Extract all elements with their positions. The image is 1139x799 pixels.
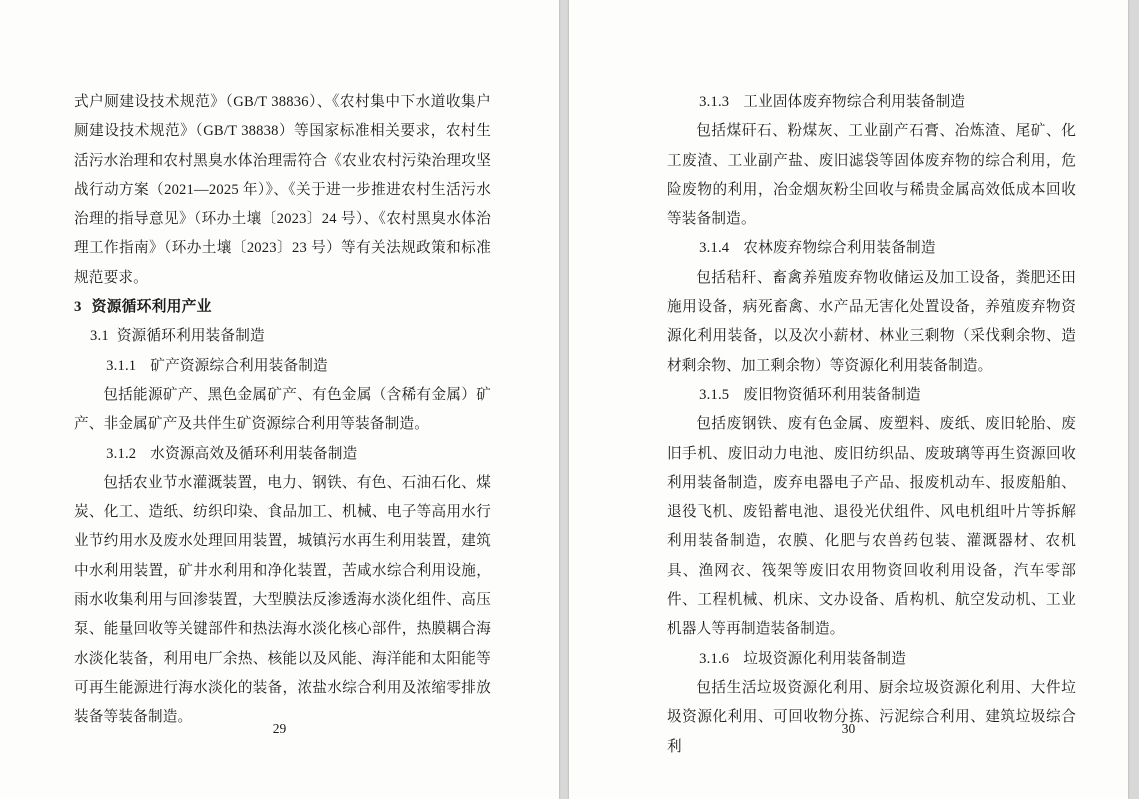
page-number: 29 <box>272 721 287 736</box>
heading-number: 3.1.5 <box>699 386 730 403</box>
heading-3-1-6 <box>699 645 1076 674</box>
page-30 <box>569 0 1128 799</box>
heading-label: 矿产资源综合利用装备制造 <box>150 357 328 374</box>
heading-number: 3 <box>74 299 82 316</box>
paragraph: 包括秸秆、畜禽养殖废弃物收储运及加工设备，粪肥还田施用设备，病死畜禽、水产品无害化处置设备，养殖废弃物资源化利用装备，以及次小薪材、林业三剩物（采伐剩余物、造材剩余物、加工剩余物）等资源化利用装备制造。 <box>667 269 1076 374</box>
heading-3-1 <box>90 322 491 351</box>
heading-label: 垃圾资源化利用装备制造 <box>743 650 907 667</box>
heading-label: 农林废弃物综合利用装备制造 <box>743 240 936 257</box>
heading-label: 资源循环利用装备制造 <box>116 328 265 345</box>
heading-3-1-4 <box>699 234 1076 263</box>
paragraph: 包括废钢铁、废有色金属、废塑料、废纸、废旧轮胎、废旧手机、废旧动力电池、废旧纺织品、废玻璃等再生资源回收利用装备制造，废弃电器电子产品、报废机动车、报废船舶、退役飞机、废铅蓄电池、退役光伏组件、风电机组叶片等拆解利用装备制造，农膜、化肥与农兽药包装、灌溉器材、农机具、渔网衣、筏架等废旧农用物资回收利用设备，汽车零部件、工程机械、机床、文办设备、盾构机、航空发动机、工业机器人等再制造装备制造。 <box>667 416 1076 638</box>
heading-3-1-1 <box>106 352 491 381</box>
heading-3-1-5 <box>699 381 1076 410</box>
heading-label: 水资源高效及循环利用装备制造 <box>150 445 358 462</box>
paragraph: 包括农业节水灌溉装置，电力、钢铁、有色、石油石化、煤炭、化工、造纸、纺织印染、食品加工、机械、电子等高用水行业节约用水及废水处理回用装置，城镇污水再生利用装置，建筑中水利用装置，矿井水利用和净化装置，苦咸水综合利用设施，雨水收集利用与回渗装置，大型膜法反渗透海水淡化组件、高压泵、能量回收等关键部件和热法海水淡化核心部件，热膜耦合海水淡化装备，利用电厂余热、核能以及风能、海洋能和太阳能等可再生能源进行海水淡化的装备，浓盐水综合利用及浓缩零排放装备等装备制造。 <box>74 474 491 726</box>
page-29 <box>0 0 559 799</box>
paragraph: 包括煤矸石、粉煤灰、工业副产石膏、冶炼渣、尾矿、化工废渣、工业副产盐、废旧滤袋等固体废弃物的综合利用，危险废物的利用，冶金烟灰粉尘回收与稀贵金属高效低成本回收等装备制造。 <box>667 123 1076 228</box>
heading-3-1-3 <box>699 88 1076 117</box>
page-29-content <box>74 88 491 739</box>
heading-number: 3.1.6 <box>699 650 730 667</box>
paragraph: 包括生活垃圾资源化利用、厨余垃圾资源化利用、大件垃圾资源化利用、可回收物分拣、污泥综合利用、建筑垃圾综合利 <box>667 679 1076 755</box>
paragraph: 式户厕建设技术规范》（GB/T 38836）、《农村集中下水道收集户厕建设技术规范》（GB/T 38838）等国家标准相关要求，农村生活污水治理和农村黑臭水体治理需符合《农业农村污染治理攻坚战行动方案（2021—2025 年）》、《关于进一步推进农村生活污水治理的指导意见》（环办土壤〔2023〕24 号）、《农村黑臭水体治理工作指南》（环办土壤〔2023〕23 号）等有关法规政策和标准规范要求。 <box>74 94 491 286</box>
heading-label: 废旧物资循环利用装备制造 <box>743 386 921 403</box>
page-number: 30 <box>841 721 856 736</box>
heading-number: 3.1.2 <box>106 445 137 462</box>
heading-number: 3.1 <box>90 328 109 345</box>
heading-label: 工业固体废弃物综合利用装备制造 <box>743 94 966 110</box>
heading-3 <box>74 293 491 322</box>
heading-label: 资源循环利用产业 <box>91 299 212 316</box>
heading-number: 3.1.4 <box>699 240 730 257</box>
page-30-content <box>667 88 1076 755</box>
heading-number: 3.1.1 <box>106 357 137 374</box>
heading-number: 3.1.3 <box>699 94 730 110</box>
heading-3-1-2 <box>106 440 491 469</box>
paragraph: 包括能源矿产、黑色金属矿产、有色金属（含稀有金属）矿产、非金属矿产及共伴生矿资源综合利用等装备制造。 <box>74 386 491 433</box>
